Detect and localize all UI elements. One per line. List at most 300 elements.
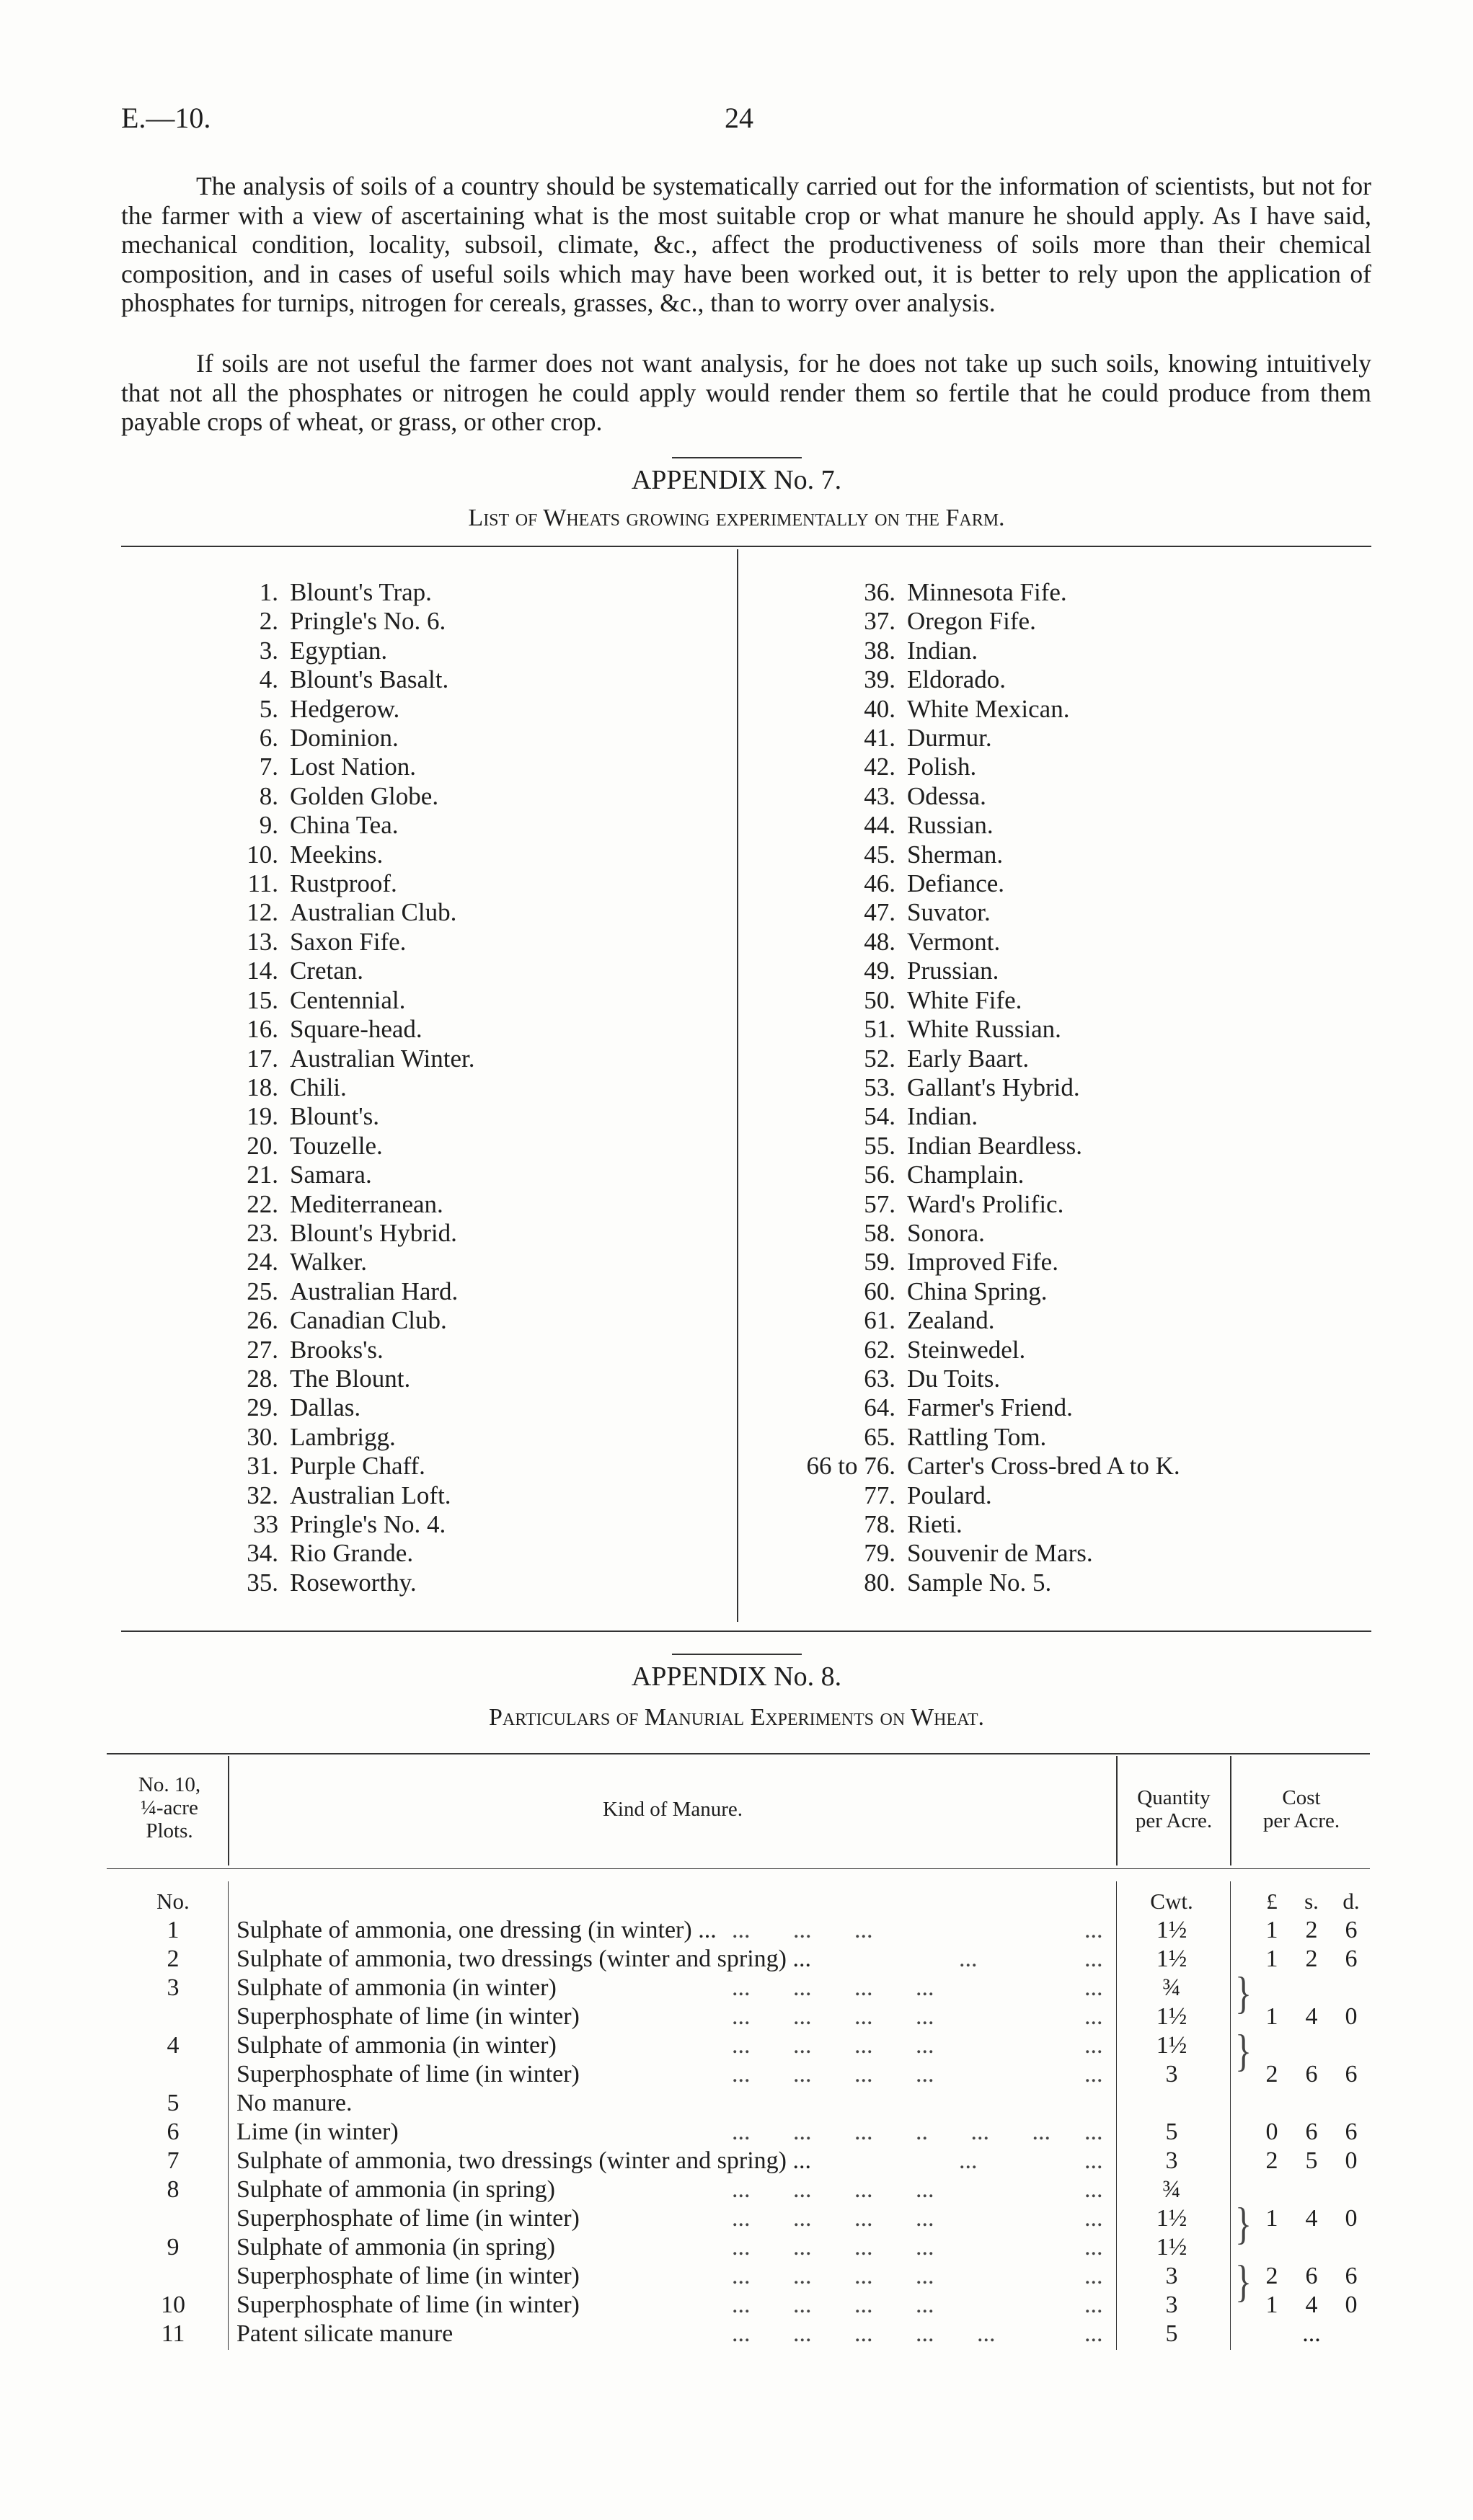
wheat-name: Sonora. xyxy=(907,1218,985,1247)
wheat-number: 43. xyxy=(864,781,895,810)
wheat-list-item xyxy=(213,724,475,753)
leader-dots-end: ... xyxy=(1084,1974,1103,2001)
wheat-number: 19. xyxy=(247,1102,278,1131)
header-plots xyxy=(115,1773,224,1842)
unit-no: No. xyxy=(156,1889,190,1914)
wheat-list-item xyxy=(213,1190,475,1219)
wheat-name: Early Baart. xyxy=(907,1044,1030,1073)
wheat-number: 58. xyxy=(864,1218,895,1247)
wheat-number: 33 xyxy=(253,1510,278,1538)
header-quantity xyxy=(1118,1786,1230,1832)
wheat-name: Mediterranean. xyxy=(290,1189,443,1218)
wheat-list-item xyxy=(213,840,475,869)
plot-number: 3 xyxy=(167,1974,180,2001)
wheat-list-item xyxy=(213,1365,475,1393)
manure-row xyxy=(0,2089,1473,2118)
leader-dots: ... ... ... ... xyxy=(732,2263,934,2289)
wheat-list-item xyxy=(213,811,475,840)
manure-kind: Sulphate of ammonia (in winter) xyxy=(236,1974,557,2001)
manure-row xyxy=(0,2204,1473,2233)
leader-dots-end: ... xyxy=(1084,2061,1103,2088)
wheat-list-item xyxy=(213,1510,475,1539)
wheat-list-item xyxy=(747,1423,1180,1452)
plot-number: 7 xyxy=(167,2147,180,2174)
wheat-number: 25. xyxy=(247,1277,278,1305)
cost-pence: 6 xyxy=(1345,2263,1358,2289)
cost-shillings: 4 xyxy=(1305,2291,1318,2318)
manure-kind: Superphosphate of lime (in winter) xyxy=(236,2291,580,2318)
wheat-list-item xyxy=(213,1277,475,1306)
plot-number: 11 xyxy=(161,2320,185,2347)
manure-row xyxy=(0,2031,1473,2060)
wheat-name: Rustproof. xyxy=(290,869,397,898)
wheat-list-item xyxy=(213,782,475,811)
leader-dots: ... ... ... xyxy=(732,1917,873,1943)
wheat-list-item xyxy=(213,1452,475,1481)
manure-kind: Superphosphate of lime (in winter) xyxy=(236,2263,580,2289)
manure-row xyxy=(0,2060,1473,2089)
table-bottom-rule xyxy=(121,1631,1371,1632)
wheat-list-item xyxy=(747,1306,1180,1335)
wheat-name: Indian Beardless. xyxy=(907,1131,1082,1160)
wheat-name: Defiance. xyxy=(907,869,1005,898)
wheat-number: 3. xyxy=(259,636,278,665)
wheat-number: 14. xyxy=(247,957,278,985)
wheat-list-item xyxy=(213,1132,475,1161)
manure-row xyxy=(0,2147,1473,2175)
wheat-number: 16. xyxy=(247,1015,278,1044)
cost-shillings: 2 xyxy=(1305,1917,1318,1943)
wheat-number: 44. xyxy=(864,811,895,840)
wheat-name: Ward's Prolific. xyxy=(907,1189,1064,1218)
cost-pounds: 1 xyxy=(1265,1946,1278,1972)
cost-pounds: 2 xyxy=(1265,2263,1278,2289)
header-plots-line1: No. 10, xyxy=(138,1773,201,1796)
wheat-number: 1. xyxy=(259,578,278,606)
manure-kind: Superphosphate of lime (in winter) xyxy=(236,2205,580,2232)
wheat-number: 66 to 76. xyxy=(806,1452,895,1481)
brace-row-4: } xyxy=(1235,2026,1252,2076)
wheat-list-item xyxy=(747,1481,1180,1510)
wheat-name: Zealand. xyxy=(907,1306,995,1335)
cost-pence: 0 xyxy=(1345,2205,1358,2232)
wheat-name: Poulard. xyxy=(907,1481,992,1509)
wheat-name: White Mexican. xyxy=(907,694,1070,723)
cost-shillings: 6 xyxy=(1305,2263,1318,2289)
quantity-cwt: 1½ xyxy=(1156,2032,1187,2059)
unit-shillings: s. xyxy=(1304,1889,1319,1914)
wheat-list-item xyxy=(747,1539,1180,1568)
wheat-number: 24. xyxy=(247,1248,278,1277)
wheat-number: 30. xyxy=(247,1422,278,1451)
leader-dots-end: ... xyxy=(1084,2119,1103,2145)
plot-number: 5 xyxy=(167,2090,180,2116)
cost-shillings: 2 xyxy=(1305,1946,1318,1972)
wheat-name: Samara. xyxy=(290,1161,372,1189)
wheat-list-item xyxy=(213,1569,475,1597)
quantity-cwt: ¾ xyxy=(1162,2176,1181,2203)
page-number: 24 xyxy=(725,102,753,134)
brace-row-3: } xyxy=(1235,1968,1252,2018)
cost-shillings: 6 xyxy=(1305,2119,1318,2145)
wheat-number: 54. xyxy=(864,1102,895,1131)
leader-dots: ... ... ... ... ... xyxy=(732,2320,996,2347)
wheat-name: China Tea. xyxy=(290,811,399,840)
wheat-list-item xyxy=(213,986,475,1015)
wheat-number: 77. xyxy=(864,1481,895,1509)
wheat-number: 5. xyxy=(259,694,278,723)
cost-pence: 0 xyxy=(1345,2291,1358,2318)
wheat-number: 55. xyxy=(864,1131,895,1160)
wheat-number: 18. xyxy=(247,1073,278,1101)
wheat-number: 79. xyxy=(864,1539,895,1568)
wheat-list-item xyxy=(747,840,1180,869)
wheat-name: Improved Fife. xyxy=(907,1248,1058,1277)
cost-pounds: 1 xyxy=(1265,2291,1278,2318)
wheat-number: 51. xyxy=(864,1015,895,1044)
wheat-number: 80. xyxy=(864,1568,895,1597)
wheat-number: 63. xyxy=(864,1364,895,1393)
wheat-name: Farmer's Friend. xyxy=(907,1393,1073,1422)
wheat-name: Lost Nation. xyxy=(290,753,416,781)
cost-pounds: 0 xyxy=(1265,2119,1278,2145)
header-cost-line1: Cost xyxy=(1282,1786,1321,1809)
wheat-list-item xyxy=(747,578,1180,607)
cost-shillings: 6 xyxy=(1305,2061,1318,2088)
wheat-name: Sample No. 5. xyxy=(907,1568,1052,1597)
wheat-name: Australian Hard. xyxy=(290,1277,459,1305)
leader-dots-end: ... xyxy=(1084,2176,1103,2203)
wheat-list-item xyxy=(213,1539,475,1568)
manure-kind: Sulphate of ammonia (in spring) xyxy=(236,2234,555,2261)
wheat-list-item xyxy=(747,1452,1180,1481)
wheat-number: 4. xyxy=(259,665,278,694)
document-reference: E.—10. xyxy=(121,102,211,134)
header-kind: Kind of Manure. xyxy=(602,1798,743,1821)
wheat-list-item xyxy=(213,1336,475,1365)
plot-number: 1 xyxy=(167,1917,180,1943)
quantity-cwt: 3 xyxy=(1165,2291,1178,2318)
leader-dots-end: ... xyxy=(1084,2291,1103,2318)
leader-dots: ... ... ... ... xyxy=(732,2205,934,2232)
quantity-cwt: ¾ xyxy=(1162,1974,1181,2001)
wheat-name: Chili. xyxy=(290,1073,347,1101)
wheat-name: Minnesota Fife. xyxy=(907,578,1067,606)
wheat-name: Hedgerow. xyxy=(290,694,400,723)
wheat-list-item xyxy=(747,1248,1180,1277)
wheat-number: 7. xyxy=(259,753,278,781)
wheat-name: Gallant's Hybrid. xyxy=(907,1073,1080,1101)
wheat-number: 62. xyxy=(864,1335,895,1364)
appendix-8-title: APPENDIX No. 8. xyxy=(631,1661,842,1692)
wheat-number: 28. xyxy=(247,1364,278,1393)
wheat-name: Rieti. xyxy=(907,1510,963,1538)
plot-number: 8 xyxy=(167,2176,180,2203)
wheat-number: 11. xyxy=(247,869,278,898)
wheat-number: 15. xyxy=(247,985,278,1014)
manure-kind: Patent silicate manure xyxy=(236,2320,454,2347)
leader-dots-end: ... xyxy=(1084,2205,1103,2232)
appendix-7-subtitle: List of Wheats growing experimentally on the Farm. xyxy=(468,505,1005,531)
wheat-list-item xyxy=(747,1277,1180,1306)
cost-pence: 6 xyxy=(1345,1946,1358,1972)
wheat-number: 48. xyxy=(864,927,895,956)
brace-row-8: } xyxy=(1235,2199,1252,2249)
cost-shillings: ... xyxy=(1302,2320,1321,2347)
wheat-list-item xyxy=(747,607,1180,636)
wheat-name: Blount's. xyxy=(290,1102,379,1131)
wheat-name: Touzelle. xyxy=(290,1131,383,1160)
wheat-number: 38. xyxy=(864,636,895,665)
wheat-name: Souvenir de Mars. xyxy=(907,1539,1093,1568)
wheat-name: Vermont. xyxy=(907,927,1001,956)
wheat-list-item xyxy=(747,1161,1180,1189)
wheat-name: Purple Chaff. xyxy=(290,1452,425,1481)
wheat-name: Indian. xyxy=(907,636,978,665)
wheat-name: White Russian. xyxy=(907,1015,1061,1044)
wheat-name: Egyptian. xyxy=(290,636,388,665)
wheat-list-item xyxy=(213,1481,475,1510)
wheat-list-item xyxy=(213,578,475,607)
cost-pounds: 1 xyxy=(1265,1917,1278,1943)
quantity-cwt: 1½ xyxy=(1156,1917,1187,1943)
wheat-list-item xyxy=(213,1102,475,1131)
wheat-list-item xyxy=(747,869,1180,898)
leader-dots: ... ... ... ... xyxy=(732,2003,934,2030)
manure-row xyxy=(0,2002,1473,2031)
wheat-number: 57. xyxy=(864,1189,895,1218)
column-divider xyxy=(737,549,738,1622)
table-top-rule xyxy=(121,546,1371,547)
quantity-cwt: 5 xyxy=(1165,2320,1178,2347)
leader-dots: ... ... ... ... xyxy=(732,2291,934,2318)
manure-kind: Superphosphate of lime (in winter) xyxy=(236,2061,580,2088)
leader-dots: ... ... ... .. ... ... xyxy=(732,2119,1050,2145)
wheat-name: Lambrigg. xyxy=(290,1422,396,1451)
wheat-number: 20. xyxy=(247,1131,278,1160)
wheat-number: 21. xyxy=(247,1161,278,1189)
wheat-list-item xyxy=(213,869,475,898)
wheat-list-item xyxy=(213,607,475,636)
manure-row xyxy=(0,2262,1473,2291)
short-divider xyxy=(672,457,802,458)
wheat-list-item xyxy=(747,1044,1180,1073)
wheat-name: Pringle's No. 4. xyxy=(290,1510,446,1538)
wheat-list-item xyxy=(747,753,1180,781)
wheat-number: 61. xyxy=(864,1306,895,1335)
wheat-number: 34. xyxy=(247,1539,278,1568)
manure-row xyxy=(0,2233,1473,2262)
manure-kind: Sulphate of ammonia (in spring) xyxy=(236,2176,555,2203)
wheat-name: Eldorado. xyxy=(907,665,1007,694)
wheat-number: 52. xyxy=(864,1044,895,1073)
wheat-number: 2. xyxy=(259,607,278,636)
wheat-list-item xyxy=(747,782,1180,811)
leader-dots: ... ... ... ... xyxy=(732,1974,934,2001)
cost-pence: 0 xyxy=(1345,2147,1358,2174)
manure-row xyxy=(0,2291,1473,2320)
wheat-name: Dallas. xyxy=(290,1393,361,1422)
wheat-name: Cretan. xyxy=(290,957,364,985)
leader-dots-end: ... xyxy=(1084,2003,1103,2030)
wheat-name: Steinwedel. xyxy=(907,1335,1026,1364)
wheat-name: Durmur. xyxy=(907,724,992,753)
wheat-list-item xyxy=(747,1190,1180,1219)
wheat-name: Roseworthy. xyxy=(290,1568,417,1597)
header-cost xyxy=(1231,1786,1371,1832)
manure-kind: Superphosphate of lime (in winter) xyxy=(236,2003,580,2030)
wheat-list-item xyxy=(213,753,475,781)
wheat-number: 31. xyxy=(247,1452,278,1481)
wheat-name: Blount's Basalt. xyxy=(290,665,449,694)
wheat-list-item xyxy=(213,665,475,694)
wheat-list-item xyxy=(213,695,475,724)
plot-number: 9 xyxy=(167,2234,180,2261)
wheat-list-item xyxy=(213,1423,475,1452)
manure-table-top-rule xyxy=(107,1753,1370,1754)
wheat-list-item xyxy=(213,1248,475,1277)
wheat-list-right xyxy=(747,578,1180,1597)
plot-number: 2 xyxy=(167,1946,180,1972)
wheat-list-item xyxy=(213,1044,475,1073)
cost-pounds: 2 xyxy=(1265,2147,1278,2174)
header-cost-line2: per Acre. xyxy=(1262,1809,1340,1832)
wheat-number: 26. xyxy=(247,1306,278,1335)
cost-pence: 0 xyxy=(1345,2003,1358,2030)
wheat-list-item xyxy=(213,928,475,957)
quantity-cwt: 1½ xyxy=(1156,2003,1187,2030)
wheat-number: 9. xyxy=(259,811,278,840)
manure-kind: Sulphate of ammonia (in winter) xyxy=(236,2032,557,2059)
manure-kind: Sulphate of ammonia, two dressings (winter and spring) ... xyxy=(236,2147,811,2174)
wheat-list-item xyxy=(747,1393,1180,1422)
cost-pounds: 1 xyxy=(1265,2003,1278,2030)
wheat-number: 42. xyxy=(864,753,895,781)
wheat-number: 59. xyxy=(864,1248,895,1277)
appendix-8-subtitle: Particulars of Manurial Experiments on Wheat. xyxy=(489,1704,984,1731)
wheat-name: Dominion. xyxy=(290,724,399,753)
wheat-number: 46. xyxy=(864,869,895,898)
paragraph-useful-soils: If soils are not useful the farmer does not want analysis, for he does not take up such soils, knowing intuitively that not all the phosphates or nitrogen he could apply would render them so fertile that he could produce from them payable crops of wheat, or grass, or other crop. xyxy=(121,349,1371,436)
wheat-number: 56. xyxy=(864,1161,895,1189)
wheat-name: Indian. xyxy=(907,1102,978,1131)
wheat-list-item xyxy=(747,665,1180,694)
wheat-name: Suvator. xyxy=(907,898,991,927)
wheat-name: Prussian. xyxy=(907,957,999,985)
wheat-number: 37. xyxy=(864,607,895,636)
cost-pence: 6 xyxy=(1345,2119,1358,2145)
manure-kind: Sulphate of ammonia, two dressings (winter and spring) ... xyxy=(236,1946,811,1972)
wheat-number: 12. xyxy=(247,898,278,927)
wheat-name: Square-head. xyxy=(290,1015,423,1044)
wheat-list-item xyxy=(747,1102,1180,1131)
brace-row-9: } xyxy=(1235,2256,1252,2307)
wheat-list-item xyxy=(747,928,1180,957)
cost-pounds: 2 xyxy=(1265,2061,1278,2088)
wheat-number: 65. xyxy=(864,1422,895,1451)
manure-row xyxy=(0,1945,1473,1974)
wheat-list-item xyxy=(747,1569,1180,1597)
header-plots-line3: Plots. xyxy=(146,1819,193,1842)
manure-kind: Sulphate of ammonia, one dressing (in winter) ... xyxy=(236,1917,717,1943)
wheat-number: 29. xyxy=(247,1393,278,1422)
plot-number: 6 xyxy=(167,2119,180,2145)
wheat-number: 27. xyxy=(247,1335,278,1364)
wheat-list-item xyxy=(747,1073,1180,1102)
leader-dots: ... ... ... ... xyxy=(732,2061,934,2088)
wheat-number: 50. xyxy=(864,985,895,1014)
unit-cwt: Cwt. xyxy=(1150,1889,1193,1914)
manure-row xyxy=(0,2320,1473,2348)
wheat-list-item xyxy=(213,1015,475,1044)
manure-row xyxy=(0,2118,1473,2147)
leader-dots-end: ... xyxy=(1084,1946,1103,1972)
wheat-list-item xyxy=(747,986,1180,1015)
wheat-name: Odessa. xyxy=(907,781,986,810)
wheat-list-item xyxy=(747,811,1180,840)
wheat-list-item xyxy=(747,1132,1180,1161)
wheat-number: 32. xyxy=(247,1481,278,1509)
wheat-name: Walker. xyxy=(290,1248,367,1277)
leader-dots-end: ... xyxy=(1084,2032,1103,2059)
wheat-name: Carter's Cross-bred A to K. xyxy=(907,1452,1180,1481)
leader-dots-end: ... xyxy=(1084,2147,1103,2174)
wheat-number: 53. xyxy=(864,1073,895,1101)
wheat-name: Sherman. xyxy=(907,840,1004,869)
quantity-cwt: 3 xyxy=(1165,2061,1178,2088)
cost-shillings: 4 xyxy=(1305,2003,1318,2030)
manure-header-bottom-rule xyxy=(107,1868,1370,1869)
wheat-name: Saxon Fife. xyxy=(290,927,407,956)
wheat-number: 41. xyxy=(864,724,895,753)
wheat-number: 13. xyxy=(247,927,278,956)
wheat-number: 78. xyxy=(864,1510,895,1538)
quantity-cwt: 1½ xyxy=(1156,2205,1187,2232)
wheat-list-left xyxy=(213,578,475,1597)
wheat-name: White Fife. xyxy=(907,985,1022,1014)
paragraph-soil-analysis: The analysis of soils of a country should be systematically carried out for the information of scientists, but not for the farmer with a view of ascertaining what is the most suitable crop or what manure he should apply. As I have said, mechanical condition, locality, subsoil, climate, &c., affect the productiveness of soils more than their chemical composition, and in cases of useful soils which may have been worked out, it is better to rely upon the application of phosphates for turnips, nitrogen for cereals, grasses, &c., than to worry over analysis. xyxy=(121,172,1371,317)
wheat-number: 8. xyxy=(259,781,278,810)
unit-pence: d. xyxy=(1342,1889,1360,1914)
wheat-number: 22. xyxy=(247,1189,278,1218)
manure-kind: No manure. xyxy=(236,2090,353,2116)
cost-shillings: 5 xyxy=(1305,2147,1318,2174)
wheat-name: Brooks's. xyxy=(290,1335,384,1364)
wheat-list-item xyxy=(213,1393,475,1422)
leader-dots-end: ... xyxy=(1084,2234,1103,2261)
wheat-name: Du Toits. xyxy=(907,1364,1001,1393)
short-divider xyxy=(672,1654,802,1655)
wheat-name: Pringle's No. 6. xyxy=(290,607,446,636)
wheat-number: 39. xyxy=(864,665,895,694)
wheat-name: Blount's Trap. xyxy=(290,578,432,606)
wheat-number: 40. xyxy=(864,694,895,723)
header-quantity-line2: per Acre. xyxy=(1135,1809,1213,1832)
wheat-number: 6. xyxy=(259,724,278,753)
wheat-number: 17. xyxy=(247,1044,278,1073)
quantity-cwt: 5 xyxy=(1165,2119,1178,2145)
wheat-number: 23. xyxy=(247,1218,278,1247)
plot-number: 10 xyxy=(161,2291,185,2318)
quantity-cwt: 3 xyxy=(1165,2263,1178,2289)
wheat-list-item xyxy=(747,1219,1180,1248)
wheat-number: 49. xyxy=(864,957,895,985)
cost-pence: 6 xyxy=(1345,1917,1358,1943)
quantity-cwt: 1½ xyxy=(1156,2234,1187,2261)
wheat-name: Canadian Club. xyxy=(290,1306,447,1335)
leader-dots-end: ... xyxy=(1084,2320,1103,2347)
wheat-list-item xyxy=(747,1365,1180,1393)
